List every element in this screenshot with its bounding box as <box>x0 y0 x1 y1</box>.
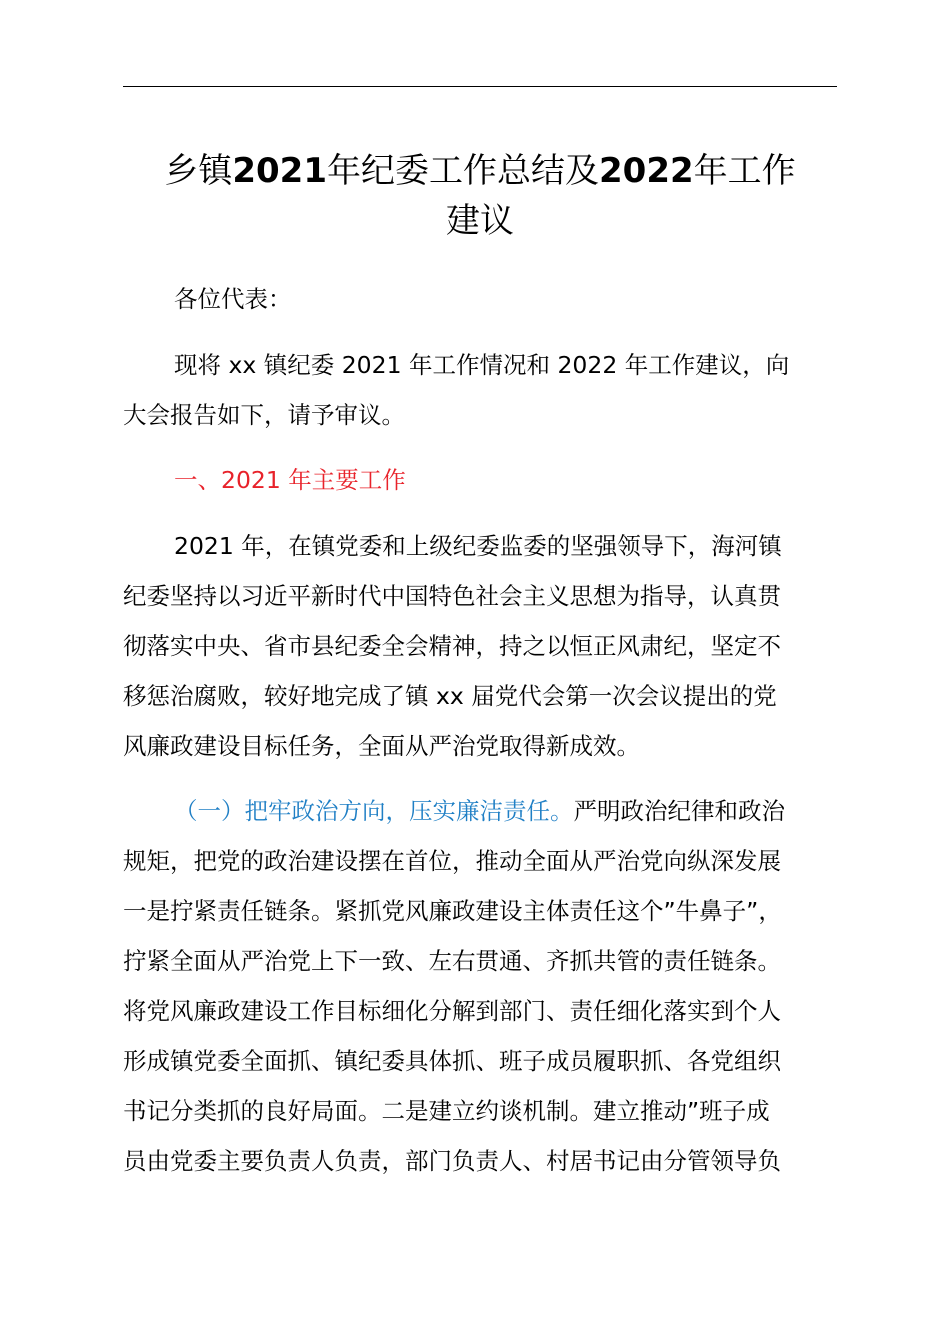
paragraph-line: 形成镇党委全面抓、镇纪委具体抓、班子成员履职抓、各党组织 <box>123 1047 781 1075</box>
paragraph-line: 彻落实中央、省市县纪委全会精神，持之以恒正风肃纪，坚定不 <box>123 632 781 660</box>
header-rule <box>123 86 837 87</box>
title-part: 年工作 <box>693 151 796 191</box>
intro-line: 现将 xx 镇纪委 2021 年工作情况和 2022 年工作建议，向 <box>174 351 790 379</box>
paragraph-1 <box>123 521 837 771</box>
document-title <box>123 146 837 246</box>
section-heading: 一、2021 年主要工作 <box>174 466 406 494</box>
paragraph-line: 移惩治腐败，较好地完成了镇 xx 届党代会第一次会议提出的党 <box>123 682 777 710</box>
paragraph-2 <box>123 786 837 1186</box>
paragraph-line: 规矩，把党的政治建设摆在首位，推动全面从严治党向纵深发展 <box>123 847 781 875</box>
paragraph-line: 风廉政建设目标任务，全面从严治党取得新成效。 <box>123 732 640 760</box>
paragraph-line: 2021 年，在镇党委和上级纪委监委的坚强领导下，海河镇 <box>174 532 782 560</box>
intro-paragraph <box>123 340 837 440</box>
title-part: 年纪委工作总结及 <box>327 151 599 191</box>
paragraph-line: 将党风廉政建设工作目标细化分解到部门、责任细化落实到个人 <box>123 997 781 1025</box>
title-line-2: 建议 <box>446 201 514 241</box>
title-line-1 <box>123 146 837 196</box>
paragraph-line: 书记分类抓的良好局面。二是建立约谈机制。建立推动”班子成 <box>123 1097 770 1125</box>
paragraph-first-line <box>123 786 837 836</box>
paragraph-line: 拧紧全面从严治党上下一致、左右贯通、齐抓共管的责任链条。 <box>123 947 781 975</box>
title-year: 2021 <box>232 151 327 191</box>
paragraph-text: 严明政治纪律和政治 <box>573 797 785 825</box>
subheading: （一）把牢政治方向，压实廉洁责任。 <box>174 797 574 825</box>
paragraph-line: 一是拧紧责任链条。紧抓党风廉政建设主体责任这个”牛鼻子”， <box>123 897 782 925</box>
paragraph-line: 纪委坚持以习近平新时代中国特色社会主义思想为指导，认真贯 <box>123 582 781 610</box>
title-part: 乡镇 <box>164 151 233 191</box>
paragraph-line: 员由党委主要负责人负责，部门负责人、村居书记由分管领导负 <box>123 1147 781 1175</box>
intro-line: 大会报告如下，请予审议。 <box>123 401 405 429</box>
salutation: 各位代表： <box>174 285 292 313</box>
title-year: 2022 <box>599 151 694 191</box>
